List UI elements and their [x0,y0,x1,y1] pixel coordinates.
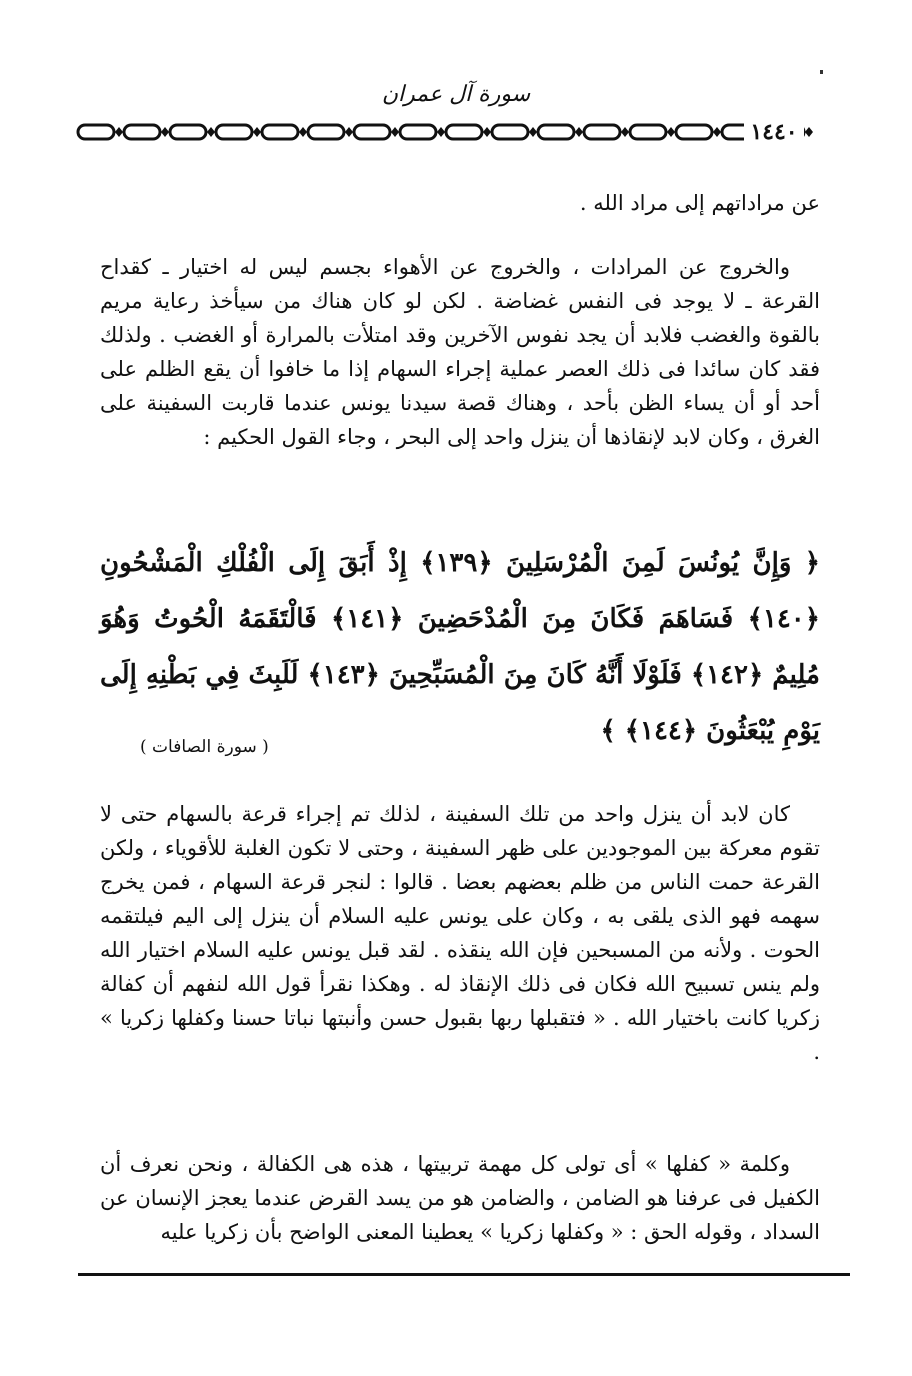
ornament-link [308,125,344,139]
ornament-diamond [437,127,445,137]
scan-speck [820,70,823,74]
ornament-diamond [529,127,537,137]
text-middle [100,797,820,1069]
ornament-link [400,125,436,139]
ornament-diamond [667,127,675,137]
ornamental-border [74,118,844,146]
ornament-link [354,125,390,139]
ornament-diamond [621,127,629,137]
page-number: ١٤٤٠ [744,118,804,146]
surah-citation: ( سورة الصافات ) [140,737,269,757]
paragraph: وكلمة « كفلها » أى تولى كل مهمة تربيتها ، هذه هى الكفالة ، ونحن نعرف أن الكفيل فى عرفنا هو الضامن ، والضامن هو من يسد القرض عندما يعجز الإنسان عن السداد ، وقوله الحق : « وكفلها زكريا » يعطينا المعنى الواضح بأن زكريا عليه [100,1152,820,1244]
ornament-link [492,125,528,139]
quran-verse: ﴿ وَإِنَّ يُونُسَ لَمِنَ الْمُرْسَلِينَ ﴿١٣٩﴾ إِذْ أَبَقَ إِلَى الْفُلْكِ الْمَشْحُونِ ﴿١٤٠﴾ فَسَاهَمَ فَكَانَ مِنَ الْمُدْحَضِينَ ﴿١٤١﴾ فَالْتَقَمَهُ الْحُوتُ وَهُوَ مُلِيمٌ ﴿١٤٢﴾ فَلَوْلَا أَنَّهُ كَانَ مِنَ الْمُسَبِّحِينَ ﴿١٤٣﴾ لَلَبِثَ فِي بَطْنِهِ إِلَى يَوْمِ يُبْعَثُونَ ﴿١٤٤﴾ ﴾ [100,548,820,746]
ornament-link [170,125,206,139]
ornament-diamond [345,127,353,137]
surah-title: سورة آل عمران [381,82,531,107]
ornament-link [584,125,620,139]
ornament-diamond [575,127,583,137]
ornament-link [538,125,574,139]
text-top [100,186,820,454]
ornament-link [216,125,252,139]
ornament-diamond [115,127,123,137]
text-bottom [100,1147,820,1249]
ornament-diamond [299,127,307,137]
paragraph: والخروج عن المرادات ، والخروج عن الأهواء بجسم ليس له اختيار ـ كقداح القرعة ـ لا يوجد فى النفس غضاضة . لكن لو كان هناك من سيأخذ رعاية مريم بالقوة والغضب فلابد أن يجد نفوس الآخرين وقد امتلأت بالمرارة أو الغضب . ولذلك فقد كان سائدا فى ذلك العصر عملية إجراء السهام إذا ما خافوا أن يقع الظلم على أحد أو أن يساء الظن بأحد ، وهناك قصة سيدنا يونس عندما قاربت السفينة على الغرق ، وكان لابد لإنقاذها أن ينزل واحد إلى البحر ، وجاء القول الحكيم : [100,255,820,449]
ornament-diamond [253,127,261,137]
paragraph: كان لابد أن ينزل واحد من تلك السفينة ، لذلك تم إجراء قرعة بالسهام حتى لا تقوم معركة بين الموجودين على ظهر السفينة ، وحتى لا تكون الغلبة للأقوياء ، ولكن القرعة حمت الناس من ظلم بعضهم بعضا . قالوا : لنجر قرعة السهام ، فمن يخرج سهمه فهو الذى يلقى به ، وكان على يونس عليه السلام أن ينزل إلى اليم فيلتقمه الحوت . ولأنه من المسبحين فإن الله ينقذه . لقد قبل يونس عليه السلام اختيار الله ولم ينس تسبيح الله فكان فى ذلك الإنقاذ له . وهكذا نقرأ قول الله لنفهم أن كفالة زكريا كانت باختيار الله . « فتقبلها ربها بقبول حسن وأنبتها نباتا حسنا وكفلها زكريا » . [100,802,820,1064]
paragraph: عن مراداتهم إلى مراد الله . [579,191,820,215]
ornament-link [262,125,298,139]
ornament-diamond [805,127,813,137]
ornament-link [446,125,482,139]
footer-rule [78,1273,850,1276]
ornament-diamond [207,127,215,137]
ornament-diamond [713,127,721,137]
ornament-diamond [391,127,399,137]
ornament-diamond [483,127,491,137]
ornament-diamond [161,127,169,137]
ornament-link [78,125,114,139]
ornament-link [124,125,160,139]
ornament-link [630,125,666,139]
ornament-link [676,125,712,139]
